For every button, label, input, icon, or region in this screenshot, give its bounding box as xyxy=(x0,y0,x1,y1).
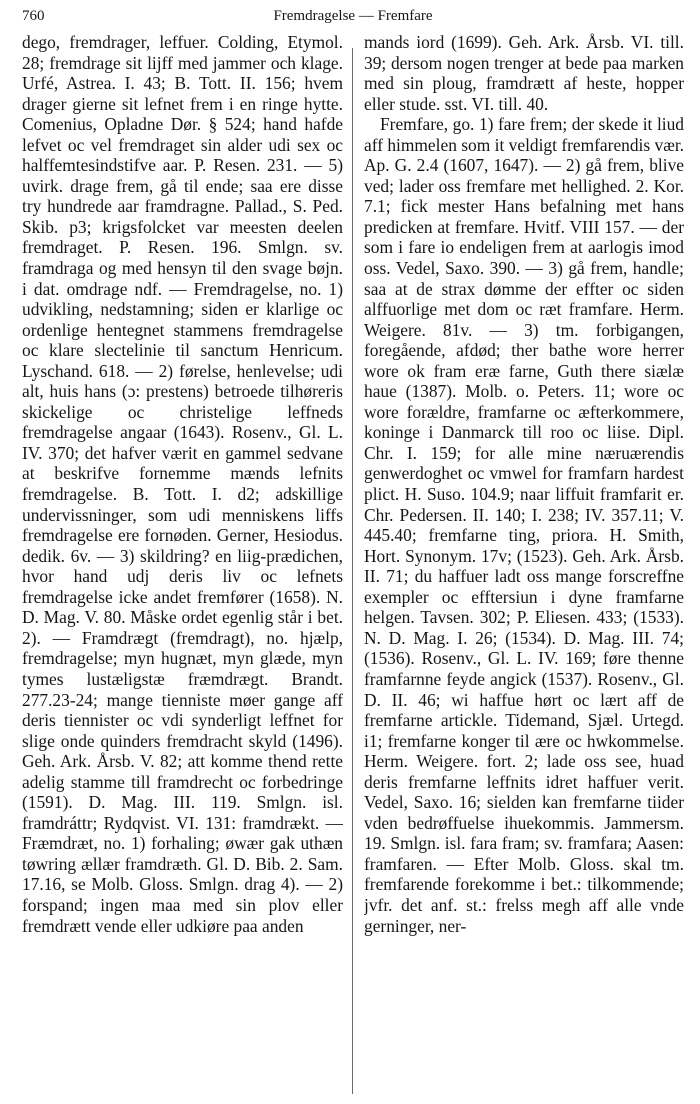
left-column xyxy=(22,32,343,1100)
column-divider xyxy=(352,48,353,1094)
entry-fremfare: Fremfare, go. 1) fare frem; der skede it liud aff himmelen som it veldigt fremfarendis vær. Ap. G. 2.4 (1607, 1647). — 2) gå frem, blive ved; lader oss fremfare met hellighed. 2. Kor. 7.1; fick mester Hans befalning met hans predicken at fremfare. Hvitf. VIII 157. — der som i fare io endeligen frem at aarlogis imod oss. Vedel, Saxo. 390. — 3) gå frem, handle; saa at de strax dømme der effter oc siden alffuorlige met dom oc ræt framfare. Herm. Weigere. 81v. — 3) tm. forbigangen, foregående, afdød; ther bathe wore herrer wore ok fram eræ farne, Guth there siælæ haue (1387). Molb. o. Peters. 11; wore oc wore forældre, framfarne oc æfterkommere, koninge i Danmarck till roo oc liise. Dipl. Chr. I. 159; for alle mine næruærendis genwerdoghet oc vmwel for framfarn hardest plict. H. Suso. 104.9; naar liffuit framfarit er. Chr. Pedersen. II. 140; I. 238; IV. 357.11; V. 445.40; fremfarne ting, priora. H. Smith, Hort. Synonym. 17v; (1523). Geh. Ark. Årsb. II. 71; du haffuer ladt oss mange forscreffne exempler oc efftersiun i dyne framfarne helgen. Tavsen. 302; P. Eliesen. 433; (1533). N. D. Mag. I. 26; (1534). D. Mag. III. 74; (1536). Rosenv., Gl. L. IV. 169; føre thenne framfarnne feyde angick (1537). Rosenv., Gl. D. II. 46; wi haffue hørt oc lært aff de fremfarne artickle. Tidemand, Sjæl. Urtegd. i1; fremfarne konger til ære oc hwkommelse. Herm. Weigere. fort. 2; lade oss see, huad deris fremfarne leffnits idret haffuer verit. Vedel, Saxo. 16; sielden kan fremfarne tiider vden bedrøffuelse ihuekommis. Jammersm. 19. Smlgn. isl. fara fram; sv. framfara; Aasen: framfaren. — Efter Molb. Gloss. skal tm. fremfarende forekomme i bet.: tilkommende; jvfr. det anf. st.: frelss megh aff alle vnde gerninger, ner- xyxy=(364,114,684,936)
right-column-continuation: mands iord (1699). Geh. Ark. Årsb. VI. till. 39; dersom nogen trenger at bede paa marken med sin ploug, framdrætt af heste, hopper eller stude. sst. VI. till. 40. xyxy=(364,32,684,114)
right-column xyxy=(364,32,684,1100)
page-header xyxy=(22,4,684,28)
left-column-text: dego, fremdrager, leffuer. Colding, Etymol. 28; fremdrage sit lijff med jammer och klage. Urfé, Astrea. I. 43; B. Tott. II. 156; hvem drager gierne sit lefnet frem i en ringe hytte. Comenius, Opladne Dør. § 524; hand hafde lefvet oc vel fremdraget sin alder udi sex oc halffemtesindstifve aar. P. Resen. 231. — 5) uvirk. drage frem, gå til ende; saa ere disse try hundrede aar framdragne. Pallad., S. Ped. Skib. p3; krigsfolcket var meesten deelen fremdraget. P. Resen. 196. Smlgn. sv. framdraga og med hensyn til den svage bøjn. i dat. omdrage ndf. — Fremdragelse, no. 1) udvikling, nedstamning; siden er klarlige oc ordenlige hentegnet stammens fremdragelse oc klare slectelinie til sanctum Henricum. Lyschand. 618. — 2) førelse, henlevelse; udi alt, huis hans (ɔ: prestens) betroede tilhøreris skickelige oc christelige leffneds fremdragelse angaar (1643). Rosenv., Gl. L. IV. 370; det hafver værit en gammel sedvane at beskrifve fornemme mænds lefnits fremdragelse. B. Tott. I. d2; adskillige undervissninger, som udi menniskens liffs fremdragelse ere fornøden. Gerner, Hesiodus. dedik. 6v. — 3) skildring? en liig-prædichen, hvor hand udj deris liv oc lefnets fremdragelse icke andet fremfører (1658). N. D. Mag. V. 80. Måske ordet egenlig står i bet. 2). — Framdrægt (fremdragt), no. hjælp, fremdragelse; myn hugnæt, myn glæde, myn tymes lustæligstæ fræmdrægt. Brandt. 277.23-24; mange tienniste møer gange aff deris tiennister oc vdi synderligt leffnet for slige onde quinders fremdracht skyld (1496). Geh. Ark. Årsb. V. 82; att komme thend rette adelig stamme till framdrecht oc forbedringe (1591). D. Mag. III. 119. Smlgn. isl. framdráttr; Rydqvist. VI. 131: framdrækt. — Fræmdræt, no. 1) forhaling; øwær gak uthæn tøwring ællær framdræth. Gl. D. Bib. 2. Sam. 17.16, se Molb. Gloss. Smlgn. drag 4). — 2) forspand; ingen maa med sin plov eller fremdrætt vende eller udkiøre paa anden xyxy=(22,32,343,936)
running-title: Fremdragelse — Fremfare xyxy=(273,8,433,24)
page-number: 760 xyxy=(22,8,45,24)
